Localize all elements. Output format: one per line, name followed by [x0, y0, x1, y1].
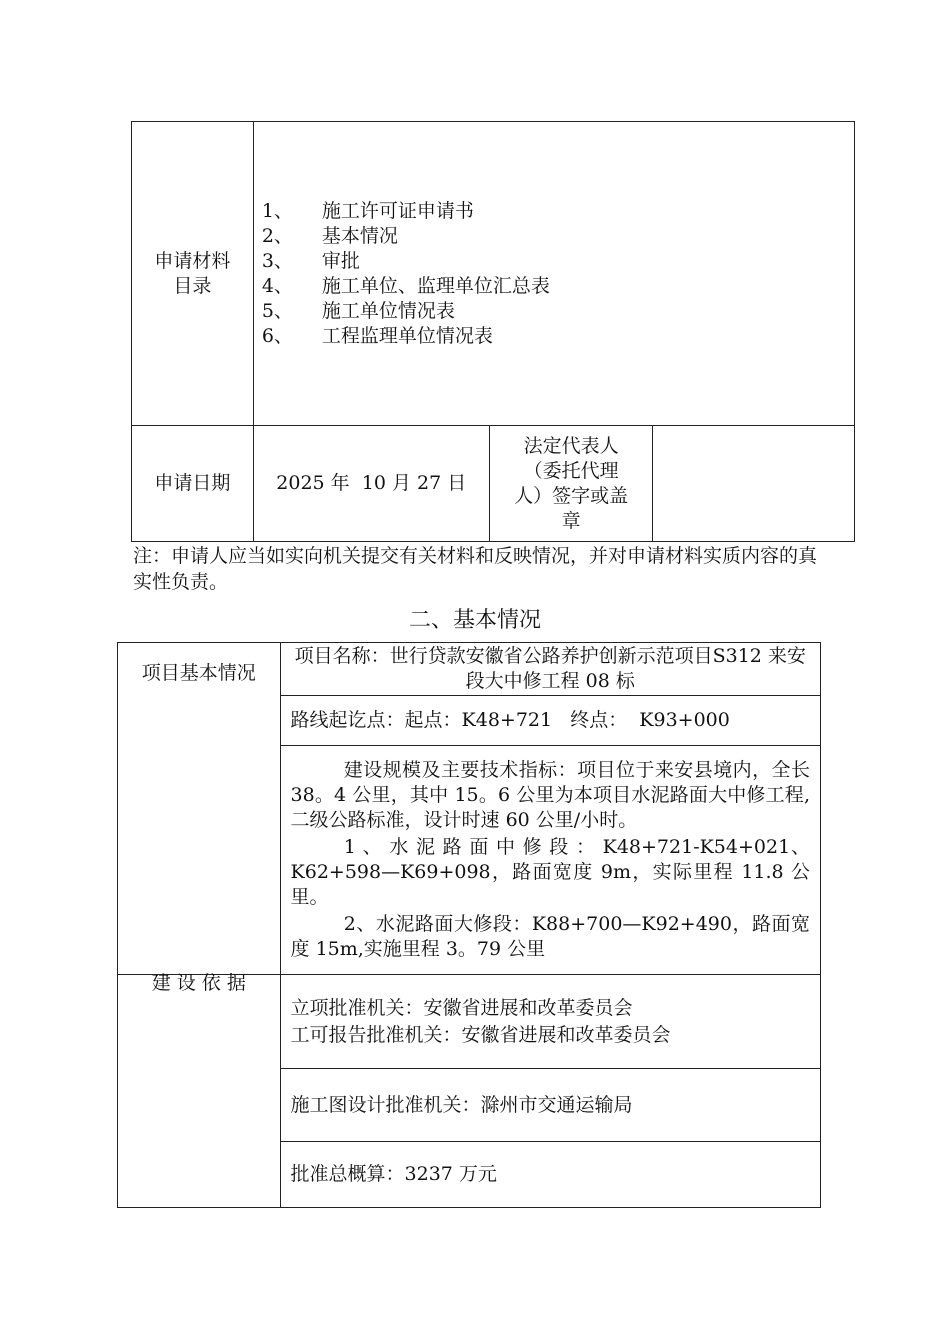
signature-label: 法定代表人（委托代理人）签字或盖章	[514, 434, 629, 532]
basis-label: 建 设 依 据	[151, 972, 246, 994]
materials-label: 申请材料目录	[154, 249, 231, 297]
date-value-cell	[253, 426, 489, 542]
materials-list-cell	[253, 122, 854, 426]
scale-paragraph-1: 建设规模及主要技术指标：项目位于来安县境内，全长 38。4 公里，其中 15。6 公里为本项目水泥路面大中修工程,二级公路标准，设计时速 60 公里/小时。	[290, 759, 810, 831]
list-item: 6、 工程监理单位情况表	[261, 324, 493, 347]
materials-list	[262, 199, 854, 349]
budget-cell	[280, 1142, 820, 1208]
scale-paragraph-3: 2、水泥路面大修段：K88+700—K92+490，路面宽度 15m,实施里程 3。79 公里	[290, 913, 810, 960]
basic-label-cell	[118, 643, 281, 975]
list-item: 4、 施工单位、监理单位汇总表	[261, 274, 550, 297]
signature-label-cell	[489, 426, 653, 542]
section-heading: 二、基本情况	[408, 608, 541, 633]
list-item: 2、 基本情况	[261, 224, 398, 247]
project-name: 项目名称：世行贷款安徽省公路养护创新示范项目S312 来安段大中修工程 08 标	[294, 645, 806, 692]
application-materials-table	[131, 121, 855, 542]
design-approval-cell	[280, 1069, 820, 1142]
feasibility-authority: 工可报告批准机关：安徽省进展和改革委员会	[290, 1023, 671, 1046]
materials-label-cell	[132, 122, 254, 426]
basic-info-table	[117, 642, 821, 1208]
date-value: 2025 年 10 月 27 日	[276, 472, 467, 494]
date-label-cell	[132, 426, 254, 542]
approval-cell	[280, 975, 820, 1069]
project-name-cell	[280, 643, 820, 696]
list-item: 5、 施工单位情况表	[261, 299, 455, 322]
date-label: 申请日期	[154, 472, 231, 494]
signature-value-cell	[653, 426, 855, 542]
approval-authority: 立项批准机关：安徽省进展和改革委员会	[290, 996, 633, 1019]
list-item: 3、 审批	[261, 249, 360, 272]
budget: 批准总概算：3237 万元	[290, 1163, 497, 1185]
basic-label: 项目基本情况	[141, 661, 256, 684]
design-approval: 施工图设计批准机关：滁州市交通运输局	[290, 1093, 633, 1116]
scale-cell	[280, 746, 820, 975]
disclaimer-note: 注：申请人应当如实向机关提交有关材料和反映情况，并对申请材料实质内容的真实性负责。	[133, 545, 818, 593]
basis-label-cell	[118, 972, 281, 1208]
scale-paragraph-2: 1 、 水 泥 路 面 中 修 段 ： K48+721-K54+021、K62+598—K69+098，路面宽度 9m，实际里程 11.8 公里。	[290, 836, 810, 908]
route: 路线起讫点：起点：K48+721 终点： K93+000	[290, 709, 730, 731]
list-item: 1、 施工许可证申请书	[261, 199, 474, 222]
route-cell	[280, 696, 820, 746]
